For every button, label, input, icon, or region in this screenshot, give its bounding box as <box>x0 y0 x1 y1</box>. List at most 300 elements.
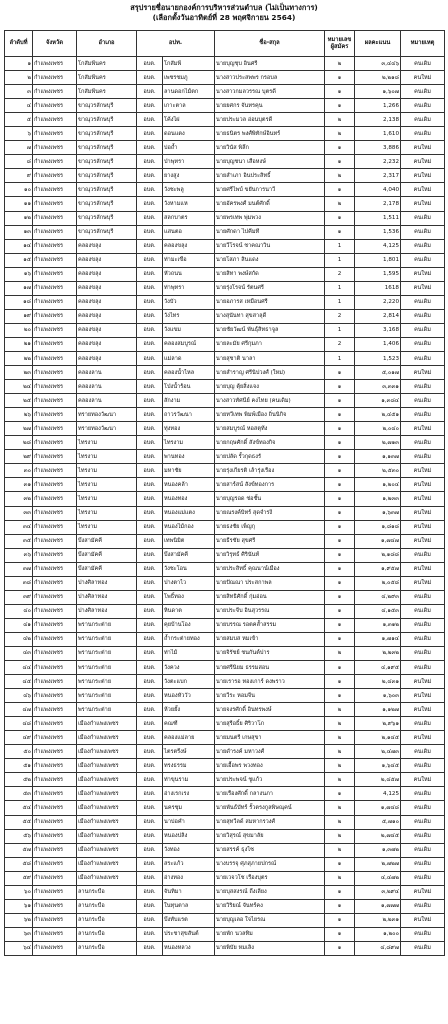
row-order: ๔ <box>5 99 33 113</box>
table-row <box>5 113 445 127</box>
row-name: นายโสภา สินแดง <box>215 253 325 267</box>
row-order: ๔๔ <box>5 661 33 675</box>
row-remark: คนเดิม <box>401 408 445 422</box>
row-subdistrict: โกสัมพี <box>163 57 215 71</box>
row-org-type: อบต. <box>137 464 163 478</box>
row-name: นายกฤษศักดิ์ สังข์ทองกิจ <box>215 436 325 450</box>
row-score: ๓,๔๔๖ <box>355 57 401 71</box>
row-name: นายบุญชนา เสือหงษ์ <box>215 155 325 169</box>
row-order: ๑๐ <box>5 183 33 197</box>
row-order: ๔๙ <box>5 731 33 745</box>
row-name: นางสาวทัศนีย์ คงไทย (คนเดิม) <box>215 394 325 408</box>
row-name: นายชัยวัฒน์ พันธุ์สิทธาจูล <box>215 323 325 337</box>
row-order: ๕๑ <box>5 759 33 773</box>
row-name: นายพัก นวลทิม <box>215 927 325 941</box>
row-score: ๑,๖๐๗ <box>355 85 401 99</box>
row-province: กำแพงเพชร <box>33 450 77 464</box>
row-order: ๔๑ <box>5 618 33 632</box>
row-subdistrict: ท่าพุทรา <box>163 281 215 295</box>
row-province: กำแพงเพชร <box>33 155 77 169</box>
table-row <box>5 267 445 281</box>
row-org-type: อบต. <box>137 394 163 408</box>
table-row <box>5 829 445 843</box>
row-order: ๒ <box>5 71 33 85</box>
row-order: ๒๖ <box>5 408 33 422</box>
row-subdistrict: หัวถนน <box>163 267 215 281</box>
row-candidate-number: ๑ <box>325 787 355 801</box>
row-province: กำแพงเพชร <box>33 506 77 520</box>
row-score: ๒,๒๑๘ <box>355 71 401 85</box>
row-province: กำแพงเพชร <box>33 464 77 478</box>
row-remark: คนเดิม <box>401 57 445 71</box>
row-district: คลองขลุง <box>77 239 137 253</box>
row-score: ๑,๖๐๓ <box>355 689 401 703</box>
row-province: กำแพงเพชร <box>33 295 77 309</box>
row-name: นายอภารส เหมือนศรี <box>215 295 325 309</box>
row-score: ๒,๒๓๑ <box>355 913 401 927</box>
row-org-type: อบต. <box>137 632 163 646</box>
row-district: ไทรงาม <box>77 520 137 534</box>
row-name: นายบุญเลอ ใจไยรณ <box>215 913 325 927</box>
row-name: นายธีรชัย สุขศรี <box>215 534 325 548</box>
row-name: นายบุญชุบ อินศรี <box>215 57 325 71</box>
table-row <box>5 85 445 99</box>
header-name: ชื่อ-สกุล <box>215 31 325 57</box>
row-candidate-number: 1 <box>325 323 355 337</box>
row-candidate-number: ๑ <box>325 408 355 422</box>
row-remark: คนเดิม <box>401 380 445 394</box>
row-org-type: อบต. <box>137 562 163 576</box>
row-candidate-number: ๑ <box>325 450 355 464</box>
row-org-type: อบต. <box>137 871 163 885</box>
row-org-type: อบต. <box>137 295 163 309</box>
row-name: นางสาวกมลวรรณ บุตรดี <box>215 85 325 99</box>
row-subdistrict: หนองไม้กอง <box>163 520 215 534</box>
row-province: กำแพงเพชร <box>33 169 77 183</box>
row-order: ๒๘ <box>5 436 33 450</box>
row-org-type: อบต. <box>137 548 163 562</box>
row-district: ไทรงาม <box>77 506 137 520</box>
row-subdistrict: ในทุนตาล <box>163 899 215 913</box>
row-name: นายพันธ์บัทร์ รั้วตรงกูลพิษณุคน์ <box>215 801 325 815</box>
row-org-type: อบต. <box>137 85 163 99</box>
row-score: 2,814 <box>355 309 401 323</box>
row-name: นายสุรีอธิ์ย ศิริวาโภ <box>215 717 325 731</box>
row-candidate-number: ๑ <box>325 604 355 618</box>
row-org-type: อบต. <box>137 169 163 183</box>
table-row <box>5 717 445 731</box>
row-remark: คนใหม่ <box>401 885 445 899</box>
row-candidate-number: 1 <box>325 295 355 309</box>
header-local-org: อปท. <box>137 31 215 57</box>
row-candidate-number: ๑ <box>325 366 355 380</box>
row-score: ๑,๓๗๒ <box>355 843 401 857</box>
row-name: นายปลัด รั้วกุดธงรั <box>215 450 325 464</box>
row-name: นายศรีนิยม ธรรมสอน <box>215 661 325 675</box>
row-district: เมืองกำแพงเพชร <box>77 801 137 815</box>
row-score: ๑,๓๘๔ <box>355 394 401 408</box>
row-subdistrict: วังทอง <box>163 843 215 857</box>
row-subdistrict: ยางสูง <box>163 169 215 183</box>
row-score: ๑,๖๔๕ <box>355 759 401 773</box>
row-subdistrict: ถ้ำกระต่ายทอง <box>163 632 215 646</box>
row-name: นายวีระ หอมจีน <box>215 689 325 703</box>
row-order: ๕๕ <box>5 815 33 829</box>
table-row <box>5 436 445 450</box>
table-row <box>5 759 445 773</box>
row-remark: คนเดิม <box>401 843 445 857</box>
row-org-type: อบต. <box>137 309 163 323</box>
row-org-type: อบต. <box>137 211 163 225</box>
row-score: ๑,๘๑๘ <box>355 520 401 534</box>
row-org-type: อบต. <box>137 506 163 520</box>
row-score: ๒,๔๕๗ <box>355 773 401 787</box>
table-row <box>5 913 445 927</box>
row-province: กำแพงเพชร <box>33 899 77 913</box>
row-district: ขาณุวรลักษบุรี <box>77 155 137 169</box>
row-subdistrict: คุยบ้านโอง <box>163 618 215 632</box>
row-remark: คนเดิม <box>401 436 445 450</box>
row-province: กำแพงเพชร <box>33 787 77 801</box>
row-name: นายณรงค์บิทร์ สุดจำรงี <box>215 506 325 520</box>
row-subdistrict: วังตะแบก <box>163 675 215 689</box>
row-candidate-number: 1 <box>325 351 355 365</box>
row-subdistrict: วังบัว <box>163 295 215 309</box>
row-province: กำแพงเพชร <box>33 253 77 267</box>
row-remark: คนเดิม <box>401 85 445 99</box>
row-order: ๕๗ <box>5 843 33 857</box>
row-district: พรานกระต่าย <box>77 661 137 675</box>
row-org-type: อบต. <box>137 281 163 295</box>
row-score: 1,536 <box>355 225 401 239</box>
row-org-type: อบต. <box>137 366 163 380</box>
row-org-type: อบต. <box>137 380 163 394</box>
row-score: ๒,๗๔๕ <box>355 829 401 843</box>
row-candidate-number: ๑ <box>325 632 355 646</box>
row-subdistrict: วังแขม <box>163 323 215 337</box>
row-score: ๒,๗๑๓ <box>355 436 401 450</box>
row-district: คลองขลุง <box>77 281 137 295</box>
row-org-type: อบต. <box>137 703 163 717</box>
row-name: นายธงชัย เพ็ญกุ <box>215 520 325 534</box>
row-order: ๒๙ <box>5 450 33 464</box>
row-remark: คนใหม่ <box>401 155 445 169</box>
row-remark: คนใหม่ <box>401 534 445 548</box>
table-row <box>5 618 445 632</box>
row-name: นายศักดา ไปคีมที <box>215 225 325 239</box>
row-district: ปางศิลาทอง <box>77 604 137 618</box>
row-name: นายสุชาติ นาลา <box>215 351 325 365</box>
row-candidate-number: ๒ <box>325 57 355 71</box>
row-remark: คนเดิม <box>401 309 445 323</box>
row-candidate-number: ๒ <box>325 829 355 843</box>
row-candidate-number: ๑ <box>325 548 355 562</box>
row-candidate-number: ๒ <box>325 871 355 885</box>
table-row <box>5 548 445 562</box>
row-subdistrict: วังไทร <box>163 309 215 323</box>
row-candidate-number: 1 <box>325 281 355 295</box>
row-name: นายพรเทพ พุ่มพวง <box>215 211 325 225</box>
row-subdistrict: คลองน้ำไหล <box>163 366 215 380</box>
row-candidate-number: ๒ <box>325 815 355 829</box>
row-name: นายประมวล อ่อนบุตรดี <box>215 113 325 127</box>
row-subdistrict: ทุ่งทอง <box>163 422 215 436</box>
table-row <box>5 787 445 801</box>
row-candidate-number: ๑ <box>325 422 355 436</box>
row-subdistrict: ทรงธรรม <box>163 759 215 773</box>
table-row <box>5 492 445 506</box>
row-candidate-number: ๒ <box>325 773 355 787</box>
row-district: คลองขลุง <box>77 267 137 281</box>
row-org-type: อบต. <box>137 689 163 703</box>
row-name: นายพิบัย หมเลิง <box>215 941 325 955</box>
row-district: บึงสามัคคี <box>77 534 137 548</box>
row-province: กำแพงเพชร <box>33 548 77 562</box>
row-province: กำแพงเพชร <box>33 323 77 337</box>
row-district: พรานกระต่าย <box>77 632 137 646</box>
row-candidate-number: ๑ <box>325 590 355 604</box>
row-district: บึงสามัคคี <box>77 548 137 562</box>
table-row <box>5 337 445 351</box>
row-candidate-number: ๒ <box>325 646 355 660</box>
row-province: กำแพงเพชร <box>33 885 77 899</box>
row-order: ๓๑ <box>5 478 33 492</box>
row-order: ๒๑ <box>5 337 33 351</box>
row-province: กำแพงเพชร <box>33 759 77 773</box>
row-name: นายประสิทธิ์ คุณนาน์เมือง <box>215 562 325 576</box>
row-subdistrict: เทพนิมิต <box>163 534 215 548</box>
table-row <box>5 366 445 380</box>
row-org-type: อบต. <box>137 759 163 773</box>
table-row <box>5 632 445 646</box>
row-order: ๕๖ <box>5 829 33 843</box>
table-row <box>5 520 445 534</box>
row-order: ๓๓ <box>5 506 33 520</box>
row-candidate-number: 2 <box>325 309 355 323</box>
row-name: นายสมบูรณ์ หอสตุท้ง <box>215 422 325 436</box>
row-order: ๒๓ <box>5 366 33 380</box>
table-row <box>5 464 445 478</box>
row-score: ๓,๒๙๔ <box>355 885 401 899</box>
row-name: นายประจีบ อินสุวรรณ <box>215 604 325 618</box>
row-org-type: อบต. <box>137 661 163 675</box>
row-order: ๕๐ <box>5 745 33 759</box>
row-score: ๑,๒๓๓ <box>355 492 401 506</box>
row-candidate-number: ๑ <box>325 436 355 450</box>
row-district: เมืองกำแพงเพชร <box>77 787 137 801</box>
row-remark: คนเดิม <box>401 759 445 773</box>
row-order: ๔๐ <box>5 604 33 618</box>
row-score: 1,511 <box>355 211 401 225</box>
table-row <box>5 927 445 941</box>
row-district: ทรายทองวัฒนา <box>77 408 137 422</box>
row-score: 2,232 <box>355 155 401 169</box>
row-province: กำแพงเพชร <box>33 239 77 253</box>
row-order: ๑๑ <box>5 197 33 211</box>
row-subdistrict: คลองขลุง <box>163 239 215 253</box>
row-candidate-number: ๒ <box>325 759 355 773</box>
row-remark: คนเดิม <box>401 253 445 267</box>
table-row <box>5 815 445 829</box>
row-province: กำแพงเพชร <box>33 267 77 281</box>
row-order: ๕๘ <box>5 857 33 871</box>
table-row <box>5 169 445 183</box>
row-name: นายอัครพงศ์ มนต์ศักดิ์ <box>215 197 325 211</box>
row-candidate-number: ๑ <box>325 380 355 394</box>
row-score: ๒,๕๓๐ <box>355 464 401 478</box>
header-score: ผลคะแนน <box>355 31 401 57</box>
row-org-type: อบต. <box>137 113 163 127</box>
table-row <box>5 71 445 85</box>
table-row <box>5 745 445 759</box>
row-org-type: อบต. <box>137 408 163 422</box>
row-subdistrict: ท่าขุนราม <box>163 773 215 787</box>
row-district: พรานกระต่าย <box>77 703 137 717</box>
row-subdistrict: เพชรชมภู <box>163 71 215 85</box>
row-subdistrict: หนองหลวง <box>163 941 215 955</box>
row-province: กำแพงเพชร <box>33 141 77 155</box>
table-row <box>5 506 445 520</box>
row-remark: คนเดิม <box>401 548 445 562</box>
row-subdistrict: หนองทอง <box>163 492 215 506</box>
row-remark: คนเดิม <box>401 815 445 829</box>
row-subdistrict: ไทรงาม <box>163 436 215 450</box>
row-province: กำแพงเพชร <box>33 871 77 885</box>
row-subdistrict: ดอนแตง <box>163 127 215 141</box>
row-org-type: อบต. <box>137 253 163 267</box>
row-order: ๖๐ <box>5 885 33 899</box>
row-subdistrict: แสนตอ <box>163 225 215 239</box>
row-score: 1,610 <box>355 127 401 141</box>
row-order: ๔๗ <box>5 703 33 717</box>
row-name: นายบุสสงรณ์ ถึงเลียง <box>215 885 325 899</box>
row-order: ๒๒ <box>5 351 33 365</box>
row-candidate-number: ๑ <box>325 394 355 408</box>
row-org-type: อบต. <box>137 225 163 239</box>
table-row <box>5 478 445 492</box>
row-org-type: อบต. <box>137 450 163 464</box>
table-row <box>5 225 445 239</box>
row-province: กำแพงเพชร <box>33 225 77 239</box>
row-candidate-number: ๒ <box>325 843 355 857</box>
header-province: จังหวัด <box>33 31 77 57</box>
row-remark: คนใหม่ <box>401 71 445 85</box>
row-subdistrict: ประชาสุขสันต์ <box>163 927 215 941</box>
row-name: นายปัณณา ประสกาพล <box>215 576 325 590</box>
row-subdistrict: จันทิมา <box>163 885 215 899</box>
row-score: 1,595 <box>355 267 401 281</box>
row-name: นายสิทา พงษ์สกัด <box>215 267 325 281</box>
row-org-type: อบต. <box>137 913 163 927</box>
row-order: ๑๗ <box>5 281 33 295</box>
row-name: นายสุทวีลด์ สมหากรวงศ์ <box>215 815 325 829</box>
row-district: ขาณุวรลักษบุรี <box>77 211 137 225</box>
row-district: พรานกระต่าย <box>77 689 137 703</box>
row-order: ๑๔ <box>5 239 33 253</box>
row-province: กำแพงเพชร <box>33 337 77 351</box>
row-province: กำแพงเพชร <box>33 913 77 927</box>
row-remark: คนเดิม <box>401 941 445 955</box>
table-row <box>5 661 445 675</box>
row-candidate-number: ๑ <box>325 492 355 506</box>
row-remark: คนเดิม <box>401 127 445 141</box>
table-row <box>5 394 445 408</box>
row-name: นายสาร์สน์ สังข์ทองการ <box>215 478 325 492</box>
row-remark: คนใหม่ <box>401 506 445 520</box>
row-subdistrict: วังหามแห <box>163 197 215 211</box>
row-score: ๕,๐๑๗ <box>355 366 401 380</box>
row-province: กำแพงเพชร <box>33 801 77 815</box>
row-district: ลานกระบือ <box>77 899 137 913</box>
row-district: ขาณุวรลักษบุรี <box>77 183 137 197</box>
row-score: ๒,๔๕๑ <box>355 408 401 422</box>
row-remark: คนใหม่ <box>401 576 445 590</box>
row-province: กำแพงเพชร <box>33 478 77 492</box>
row-org-type: อบต. <box>137 927 163 941</box>
row-remark: คนใหม่ <box>401 464 445 478</box>
row-province: กำแพงเพชร <box>33 380 77 394</box>
row-district: ขาณุวรลักษบุรี <box>77 225 137 239</box>
row-province: กำแพงเพชร <box>33 675 77 689</box>
title-line-1: สรุปรายชื่อนายกองค์การบริหารส่วนตำบล (ไม่เป็นทางการ) <box>130 3 318 12</box>
row-score: 4,040 <box>355 183 401 197</box>
row-name: นายเอื้อพร พวงทอง <box>215 759 325 773</box>
row-name: นายเรารอ ทองเการ์ ดงพราว <box>215 675 325 689</box>
row-subdistrict: คลองแม่ลาย <box>163 731 215 745</box>
row-district: เมืองกำแพงเพชร <box>77 717 137 731</box>
row-district: คลองขลุง <box>77 309 137 323</box>
row-score: ๑,๗๗๗ <box>355 899 401 913</box>
row-score: 2,220 <box>355 295 401 309</box>
row-score: ๒,๗๒๗ <box>355 857 401 871</box>
table-row <box>5 351 445 365</box>
row-score: ๕,๗๑๐ <box>355 815 401 829</box>
table-row <box>5 141 445 155</box>
row-candidate-number: ๑ <box>325 225 355 239</box>
row-district: พรานกระต่าย <box>77 618 137 632</box>
table-row <box>5 408 445 422</box>
row-province: กำแพงเพชร <box>33 408 77 422</box>
header-district: อำเภอ <box>77 31 137 57</box>
row-name: นายบุญรอด ช่อชั้น <box>215 492 325 506</box>
row-candidate-number: ๑ <box>325 857 355 871</box>
row-remark: คนเดิม <box>401 745 445 759</box>
row-district: ไทรงาม <box>77 464 137 478</box>
row-org-type: อบต. <box>137 829 163 843</box>
row-district: คลองขลุง <box>77 253 137 267</box>
row-name: นายรุ่งโรจน์ รัตนศรี <box>215 281 325 295</box>
table-row <box>5 253 445 267</box>
row-province: กำแพงเพชร <box>33 562 77 576</box>
row-name: นายวินัส พิลึก <box>215 141 325 155</box>
row-remark: คนใหม่ <box>401 562 445 576</box>
row-org-type: อบต. <box>137 534 163 548</box>
row-candidate-number: ๑ <box>325 576 355 590</box>
row-province: กำแพงเพชร <box>33 57 77 71</box>
row-subdistrict: โค้งไผ่ <box>163 113 215 127</box>
row-subdistrict: นาบ่อคำ <box>163 815 215 829</box>
row-district: ขาณุวรลักษบุรี <box>77 141 137 155</box>
table-row <box>5 562 445 576</box>
row-remark: คนเดิม <box>401 239 445 253</box>
row-subdistrict: บึงทับแรต <box>163 913 215 927</box>
row-score: ๒,๐๕๘ <box>355 576 401 590</box>
row-province: กำแพงเพชร <box>33 351 77 365</box>
row-district: โกสัมพีนคร <box>77 85 137 99</box>
row-name: นายธนิตร พงศ์พิทักษ์อินทร์ <box>215 127 325 141</box>
table-row <box>5 239 445 253</box>
row-order: ๖ <box>5 127 33 141</box>
